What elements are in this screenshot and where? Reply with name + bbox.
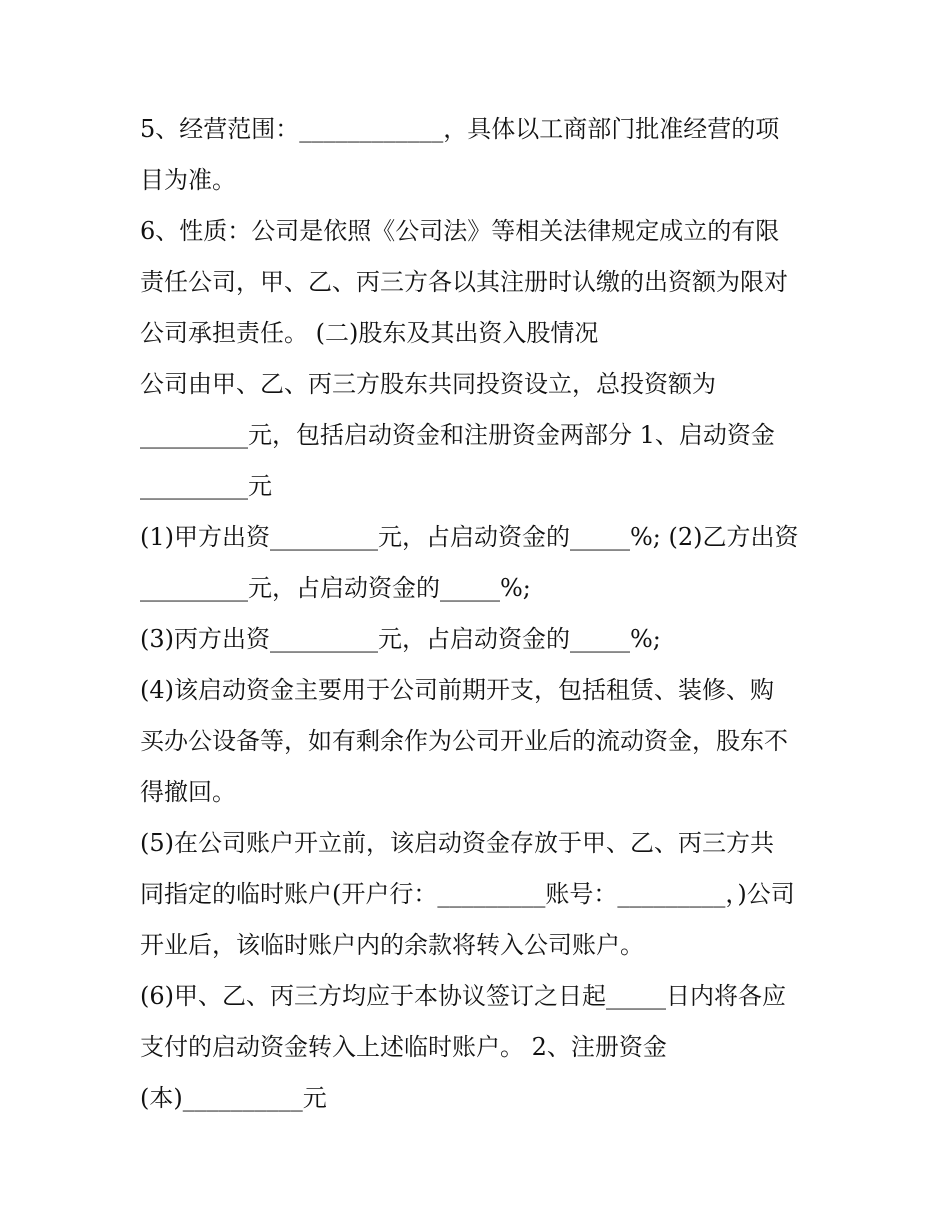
text-line: _________元 xyxy=(140,472,272,500)
text-line: 5、经营范围：____________，具体以工商部门批准经营的项 xyxy=(140,115,780,143)
text-line: _________元，占启动资金的_____%; xyxy=(140,574,531,602)
text-line: (6)甲、乙、丙三方均应于本协议签订之日起_____日内将各应 xyxy=(140,982,786,1010)
text-line: 6、性质：公司是依照《公司法》等相关法律规定成立的有限 xyxy=(140,217,780,245)
document-body xyxy=(140,104,820,1124)
text-line: _________元，包括启动资金和注册资金两部分 1、启动资金 xyxy=(140,421,775,449)
text-line: 开业后，该临时账户内的余款将转入公司账户。 xyxy=(140,931,644,959)
text-line: 责任公司，甲、乙、丙三方各以其注册时认缴的出资额为限对 xyxy=(140,268,788,296)
text-line: (1)甲方出资_________元，占启动资金的_____%; (2)乙方出资 xyxy=(140,523,799,551)
text-line: 得撤回。 xyxy=(140,778,236,806)
text-line: (本)__________元 xyxy=(140,1084,327,1112)
text-line: 公司由甲、乙、丙三方股东共同投资设立，总投资额为 xyxy=(140,370,716,398)
text-line: 支付的启动资金转入上述临时账户。 2、注册资金 xyxy=(140,1033,667,1061)
text-line: 买办公设备等，如有剩余作为公司开业后的流动资金，股东不 xyxy=(140,727,788,755)
text-line: 公司承担责任。 (二)股东及其出资入股情况 xyxy=(140,319,599,347)
text-line: (3)丙方出资_________元，占启动资金的_____%; xyxy=(140,625,661,653)
text-line: 同指定的临时账户(开户行：_________账号：_________，)公司 xyxy=(140,880,795,908)
text-line: 目为准。 xyxy=(140,166,236,194)
text-line: (5)在公司账户开立前，该启动资金存放于甲、乙、丙三方共 xyxy=(140,829,774,857)
text-line: (4)该启动资金主要用于公司前期开支，包括租赁、装修、购 xyxy=(140,676,774,704)
